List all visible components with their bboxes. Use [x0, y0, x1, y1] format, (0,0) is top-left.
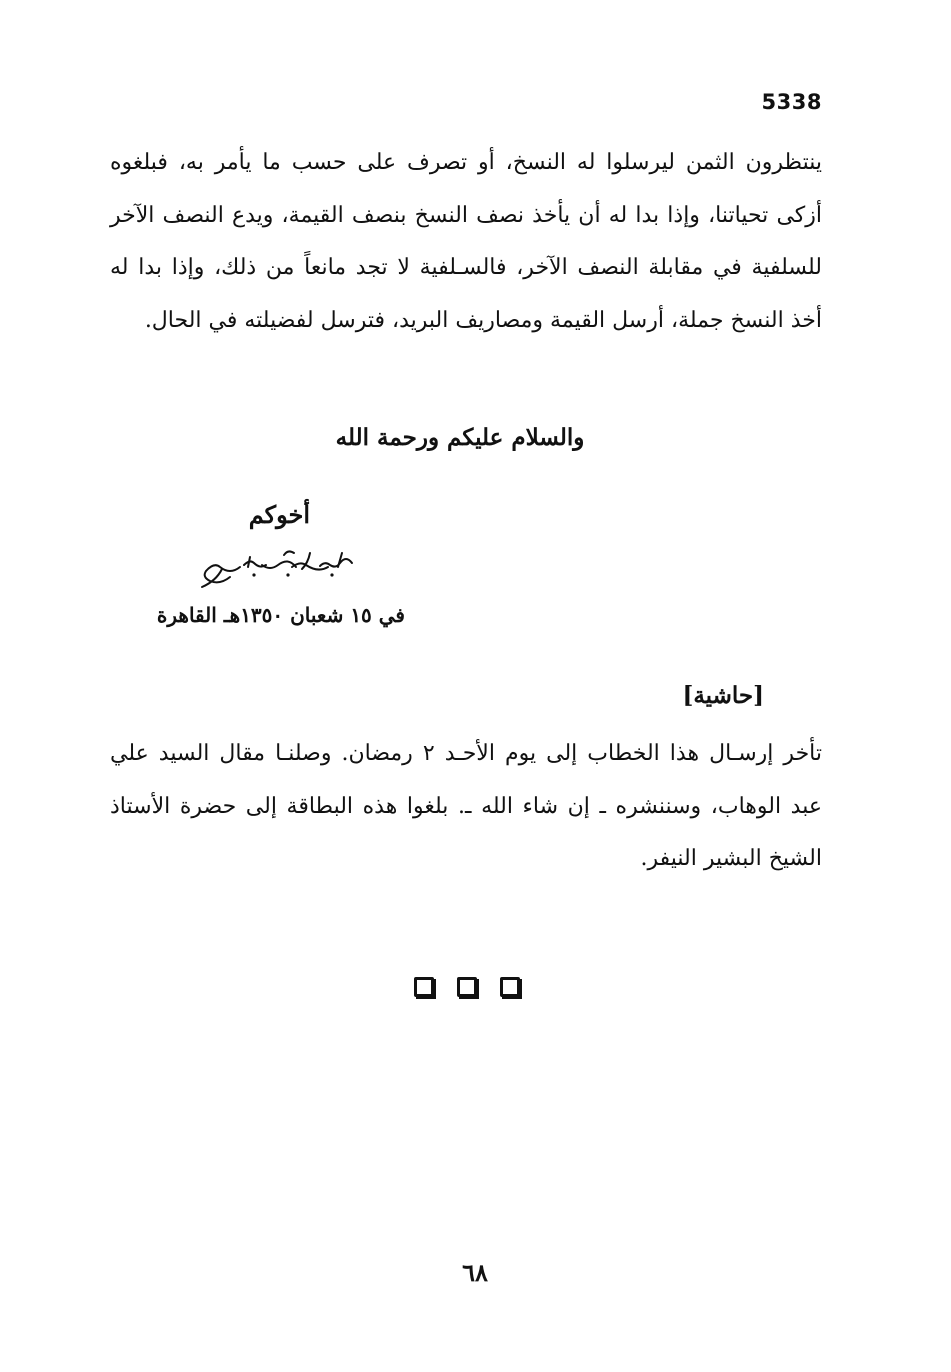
letter-paragraph: ينتظرون الثمن ليرسلوا له النسخ، أو تصرف على حسب ما يأمر به، فبلغوه أزكى تحياتنا، وإذا بدا له أن يأخذ نصف النسخ بنصف القيمة، ويدع النصف الآخر للسلفية في مقابلة النصف الآخر، فالسـلفية لا تجد مانعاً من ذلك، وإذا بدا له أخذ النسخ جملة، أرسل القيمة ومصاريف البريد، فترسل لفضيلته في الحال. [110, 150, 822, 333]
signoff-text: أخوكم [248, 500, 310, 529]
footnote-title: [حاشية] [682, 682, 764, 709]
handwritten-signature [192, 545, 362, 593]
page-id: 5338 [761, 90, 822, 114]
section-ornament [414, 975, 520, 1001]
date-and-place: في ١٥ شعبان ١٣٥٠هـ القاهرة [156, 603, 405, 627]
footnote-text: تأخر إرسـال هذا الخطاب إلى يوم الأحـد ٢ رمضان. وصلنـا مقال السيد علي عبد الوهاب، وسننشره ـ إن شاء الله ـ. بلغوا هذه البطاقة إلى حضرة الأستاذ الشيخ البشير النيفر. [110, 741, 822, 871]
closing-greeting: والسلام عليكم ورحمة الله [335, 424, 585, 451]
page-number: ٦٨ [462, 1258, 488, 1287]
square-ornament-icon [500, 977, 520, 997]
square-ornament-icon [414, 977, 434, 997]
square-ornament-icon [457, 977, 477, 997]
